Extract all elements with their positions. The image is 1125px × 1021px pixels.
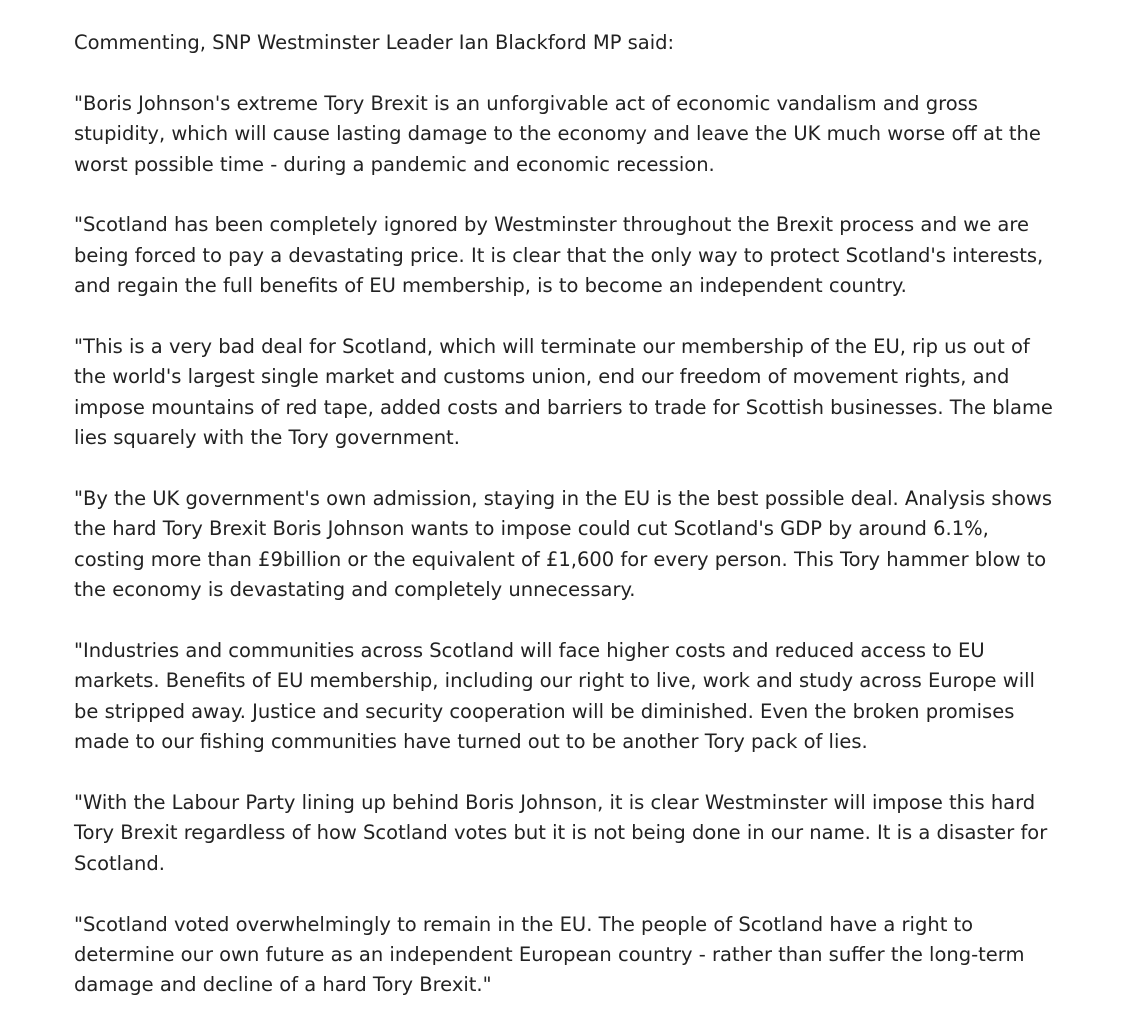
press-statement	[74, 28, 1064, 1001]
statement-paragraph-5: "Industries and communities across Scotland will face higher costs and reduced access to EU markets. Benefits of EU membership, including our right to live, work and study across Europe will be stripped away. Justice and security cooperation will be diminished. Even the broken promises made to our fishing communities have turned out to be another Tory pack of lies.	[74, 639, 1035, 754]
statement-paragraph-3: "This is a very bad deal for Scotland, which will terminate our membership of the EU, rip us out of the world's largest single market and customs union, end our freedom of movement rights, and impose mountains of red tape, added costs and barriers to trade for Scottish businesses. The blame lies squarely with the Tory government.	[74, 335, 1053, 450]
statement-intro: Commenting, SNP Westminster Leader Ian Blackford MP said:	[74, 31, 675, 54]
statement-paragraph-4: "By the UK government's own admission, staying in the EU is the best possible deal. Analysis shows the hard Tory Brexit Boris Johnson wants to impose could cut Scotland's GDP by around 6.1%, costing more than £9billion or the equivalent of £1,600 for every person. This Tory hammer blow to the economy is devastating and completely unnecessary.	[74, 487, 1052, 602]
statement-paragraph-2: "Scotland has been completely ignored by Westminster throughout the Brexit process and we are being forced to pay a devastating price. It is clear that the only way to protect Scotland's interests, and regain the full benefits of EU membership, is to become an independent country.	[74, 213, 1044, 298]
statement-paragraph-1: "Boris Johnson's extreme Tory Brexit is an unforgivable act of economic vandalism and gross stupidity, which will cause lasting damage to the economy and leave the UK much worse off at the worst possible time - during a pandemic and economic recession.	[74, 91, 1041, 176]
statement-paragraph-6: "With the Labour Party lining up behind Boris Johnson, it is clear Westminster will impose this hard Tory Brexit regardless of how Scotland votes but it is not being done in our name. It is a disaster for Scotland.	[74, 791, 1048, 875]
statement-paragraph-7: "Scotland voted overwhelmingly to remain in the EU. The people of Scotland have a right to determine our own future as an independent European country - rather than suffer the long-term damage and decline of a hard Tory Brexit."	[74, 912, 1025, 997]
